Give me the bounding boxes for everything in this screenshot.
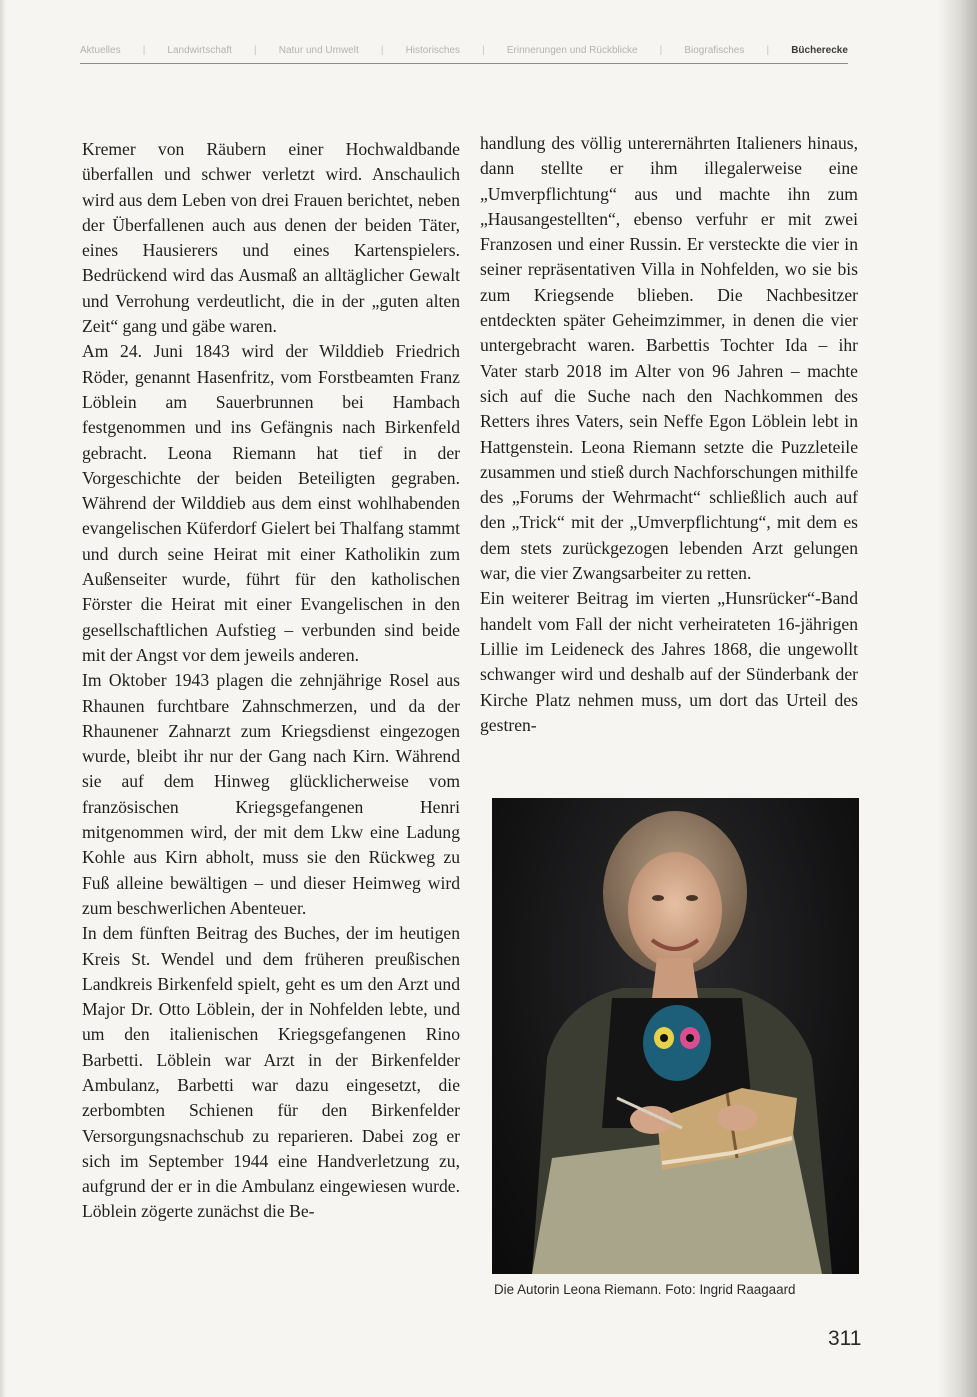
- page-gutter-right: [939, 0, 977, 1397]
- author-portrait-illustration: [492, 798, 859, 1274]
- nav-separator: |: [254, 45, 257, 56]
- paragraph: Am 24. Juni 1843 wird der Wilddieb Friedrich Röder, genannt Hasenfritz, vom Forstbeamten Franz Löblein am Sauerbrunnen bei Hambach festgenommen und ins Gefängnis nach Birkenfeld gebracht. Leona Riemann hat tief in der Vorgeschichte der beiden Beteiligten gegraben. Während der Wilddieb aus dem einst wohlhabenden evangelischen Küferdorf Gielert bei Thalfang stammt und durch seine Heirat mit einer Katholikin zum Außenseiter wurde, führt für den katholischen Förster die Heirat mit einer Evangelischen in den gesellschaftlichen Aufstieg – verbunden sind beide mit der Angst vor dem jeweils anderen.: [82, 341, 460, 665]
- nav-separator: |: [482, 45, 485, 56]
- right-text-column: [480, 131, 858, 738]
- nav-separator: |: [659, 45, 663, 56]
- author-photo: [492, 798, 859, 1274]
- nav-item-buecherecke: Bücherecke: [791, 45, 848, 56]
- nav-item-natur-und-umwelt: Natur und Umwelt: [278, 45, 359, 56]
- paragraph: handlung des völlig unterernährten Italieners hinaus, dann stellte er ihm illegalerweise eine „Umverpflichtung“ aus und machte ihn zum „Hausangestellten“, ebenso verfuhr er mit zwei Franzosen und einer Russin. Er versteckte die vier in seiner repräsentativen Villa in Nohfelden, wo sie bis zum Kriegsende blieben. Die Nachbesitzer entdeckten später Geheimzimmer, in denen die vier untergebracht waren. Barbettis Tochter Ida – ihr Vater starb 2018 im Alter von 96 Jahren – machte sich auf die Suche nach den Nachkommen des Retters ihres Vaters, sein Neffe Egon Löblein lebt in Hattgenstein. Leona Riemann setzte die Puzzleteile zusammen und stieß durch Nachforschungen mithilfe des „Forums der Wehrmacht“ schließlich auch auf den „Trick“ mit der „Umverpflichtung“, mit dem es dem stets zurückgezogen lebenden Arzt gelungen war, die vier Zwangsarbeiter zu retten.: [480, 133, 858, 584]
- paragraph: Im Oktober 1943 plagen die zehnjährige Rosel aus Rhaunen furchtbare Zahnschmerzen, und da der Rhaunener Zahnarzt zum Kriegsdienst eingezogen wurde, bleibt ihr nur der Gang nach Kirn. Während sie auf dem Hinweg glücklicherweise vom französischen Kriegsgefangenen Henri mitgenommen wird, der mit dem Lkw eine Ladung Kohle aus Kirn abholt, muss sie den Rückweg zu Fuß alleine bewältigen – und dieser Heimweg wird zum beschwerlichen Abenteuer.: [82, 670, 460, 918]
- header-rule: [80, 63, 848, 64]
- paragraph: Kremer von Räubern einer Hochwaldbande überfallen und schwer verletzt wird. Anschaulich wird aus dem Leben von drei Frauen berichtet, neben der Überfallenen auch aus denen der beiden Täter, eines Hausierers und eines Kartenspielers. Bedrückend wird das Ausmaß an alltäglicher Gewalt und Verrohung verdeutlicht, die in der „guten alten Zeit“ gang und gäbe waren.: [82, 139, 460, 337]
- nav-item-biografisches: Biografisches: [684, 45, 745, 56]
- section-navigation: [80, 45, 848, 56]
- paragraph: In dem fünften Beitrag des Buches, der im heutigen Kreis St. Wendel und dem früheren preußischen Landkreis Birkenfeld spielt, geht es um den Arzt und Major Dr. Otto Löblein, der in Nohfelden lebte, und um den italienischen Kriegsgefangenen Rino Barbetti. Löblein war Arzt in der Birkenfelder Ambulanz, Barbetti war dazu eingesetzt, die zerbombten Schienen für den Birkenfelder Versorgungsnachschub zu reparieren. Dabei zog er sich im September 1944 eine Handverletzung zu, aufgrund der er in die Ambulanz eingewiesen wurde. Löblein zögerte zunächst die Be-: [82, 923, 460, 1222]
- nav-separator: |: [142, 45, 146, 56]
- nav-separator: |: [380, 45, 384, 56]
- page-number: 311: [828, 1327, 862, 1350]
- page-gutter-left: [0, 0, 6, 1397]
- paragraph: Ein weiterer Beitrag im vierten „Hunsrücker“-Band handelt vom Fall der nicht verheirateten 16-jährigen Lillie im Leideneck des Jahres 1868, die ungewollt schwanger wird und deshalb auf der Sünderbank der Kirche Platz nehmen muss, um dort das Urteil des gestren-: [480, 588, 858, 735]
- left-text-column: [82, 137, 460, 1225]
- nav-item-historisches: Historisches: [405, 45, 461, 56]
- photo-caption: Die Autorin Leona Riemann. Foto: Ingrid Raagaard: [494, 1282, 796, 1297]
- nav-item-erinnerungen: Erinnerungen und Rückblicke: [506, 45, 638, 56]
- nav-item-landwirtschaft: Landwirtschaft: [167, 45, 232, 56]
- nav-item-aktuelles: Aktuelles: [80, 45, 121, 56]
- nav-separator: |: [766, 45, 770, 56]
